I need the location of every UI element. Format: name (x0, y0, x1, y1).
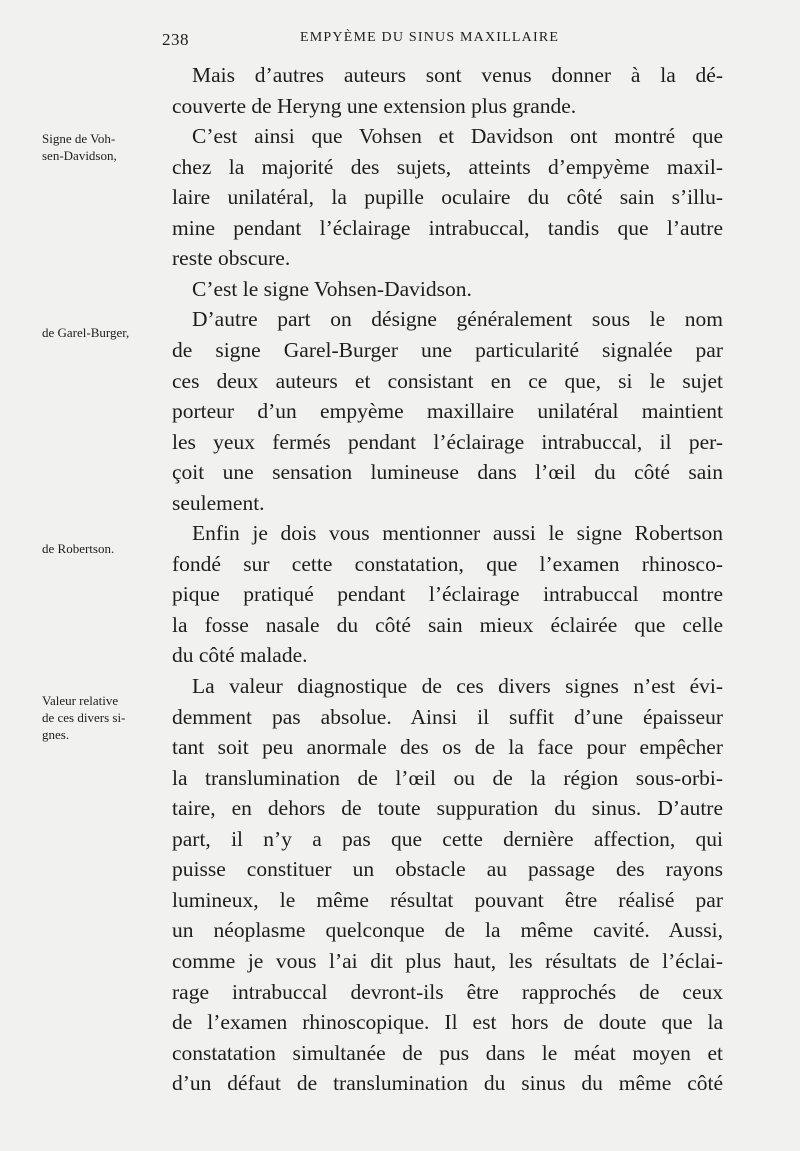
text-line: du côté malade. (172, 643, 308, 668)
text-line: Enfin je dois vous mentionner aussi le signe Robertson (192, 521, 723, 546)
text-line: de l’examen rhinoscopique. Il est hors de doute que la (172, 1010, 723, 1035)
text-line: part, il n’y a pas que cette dernière affection, qui (172, 826, 723, 851)
text-line: C’est ainsi que Vohsen et Davidson ont montré que (192, 124, 723, 149)
text-line: pique pratiqué pendant l’éclairage intrabuccal montre (172, 582, 723, 607)
page-number: 238 (162, 30, 189, 49)
text-line: çoit une sensation lumineuse dans l’œil du côté sain (172, 460, 723, 485)
text-line: la translumination de l’œil ou de la région sous-orbi- (172, 765, 723, 790)
text-line: demment pas absolue. Ainsi il suffit d’une épaisseur (172, 704, 723, 729)
page-header (0, 22, 800, 50)
text-line: tant soit peu anormale des os de la face pour empêcher (172, 735, 723, 760)
text-line: lumineux, le même résultat pouvant être réalisé par (172, 887, 723, 912)
text-line: Mais d’autres auteurs sont venus donner à la dé- (192, 63, 723, 87)
text-line: un néoplasme quelconque de la même cavité. Aussi, (172, 918, 723, 943)
text-line: reste obscure. (172, 246, 291, 271)
text-line: seulement. (172, 490, 265, 515)
margin-note-valeur-relative: Valeur relative de ces divers si- gnes. (42, 693, 126, 742)
margin-note-garel-burger: de Garel-Burger, (42, 325, 130, 340)
text-line: comme je vous l’ai dit plus haut, les résultats de l’éclai- (172, 948, 723, 973)
text-line: puisse constituer un obstacle au passage des rayons (172, 857, 723, 882)
text-line: D’autre part on désigne généralement sous le nom (192, 307, 723, 332)
margin-note-robertson: de Robertson. (42, 541, 115, 556)
text-line: La valeur diagnostique de ces divers signes n’est évi- (192, 674, 723, 698)
text-line: fondé sur cette constatation, que l’examen rhinosco- (172, 551, 723, 576)
text-line: taire, en dehors de toute suppuration du sinus. D’autre (172, 796, 723, 821)
text-line: laire unilatéral, la pupille oculaire du côté sain s’illu- (172, 185, 723, 210)
text-line: constatation simultanée de pus dans le méat moyen et (172, 1040, 723, 1065)
running-head: EMPYÈME DU SINUS MAXILLAIRE (300, 30, 560, 45)
text-line: porteur d’un empyème maxillaire unilatéral maintient (172, 399, 723, 424)
text-line: les yeux fermés pendant l’éclairage intrabuccal, il per- (172, 429, 723, 454)
text-line: la fosse nasale du côté sain mieux éclairée que celle (172, 612, 723, 637)
text-line: C’est le signe Vohsen-Davidson. (192, 276, 472, 301)
text-line: d’un défaut de translumination du sinus du même côté (172, 1071, 723, 1096)
text-line: rage intrabuccal devront-ils être rapprochés de ceux (172, 979, 723, 1004)
text-line: couverte de Heryng une extension plus grande. (172, 93, 577, 118)
text-line: mine pendant l’éclairage intrabuccal, tandis que l’autre (172, 215, 723, 240)
margin-note-vohsen-davidson: Signe de Voh- sen-Davidson, (42, 131, 117, 163)
text-line: de signe Garel-Burger une particularité signalée par (172, 337, 723, 362)
text-line: chez la majorité des sujets, atteints d’empyème maxil- (172, 154, 723, 179)
text-line: ces deux auteurs et consistant en ce que, si le sujet (172, 368, 723, 393)
